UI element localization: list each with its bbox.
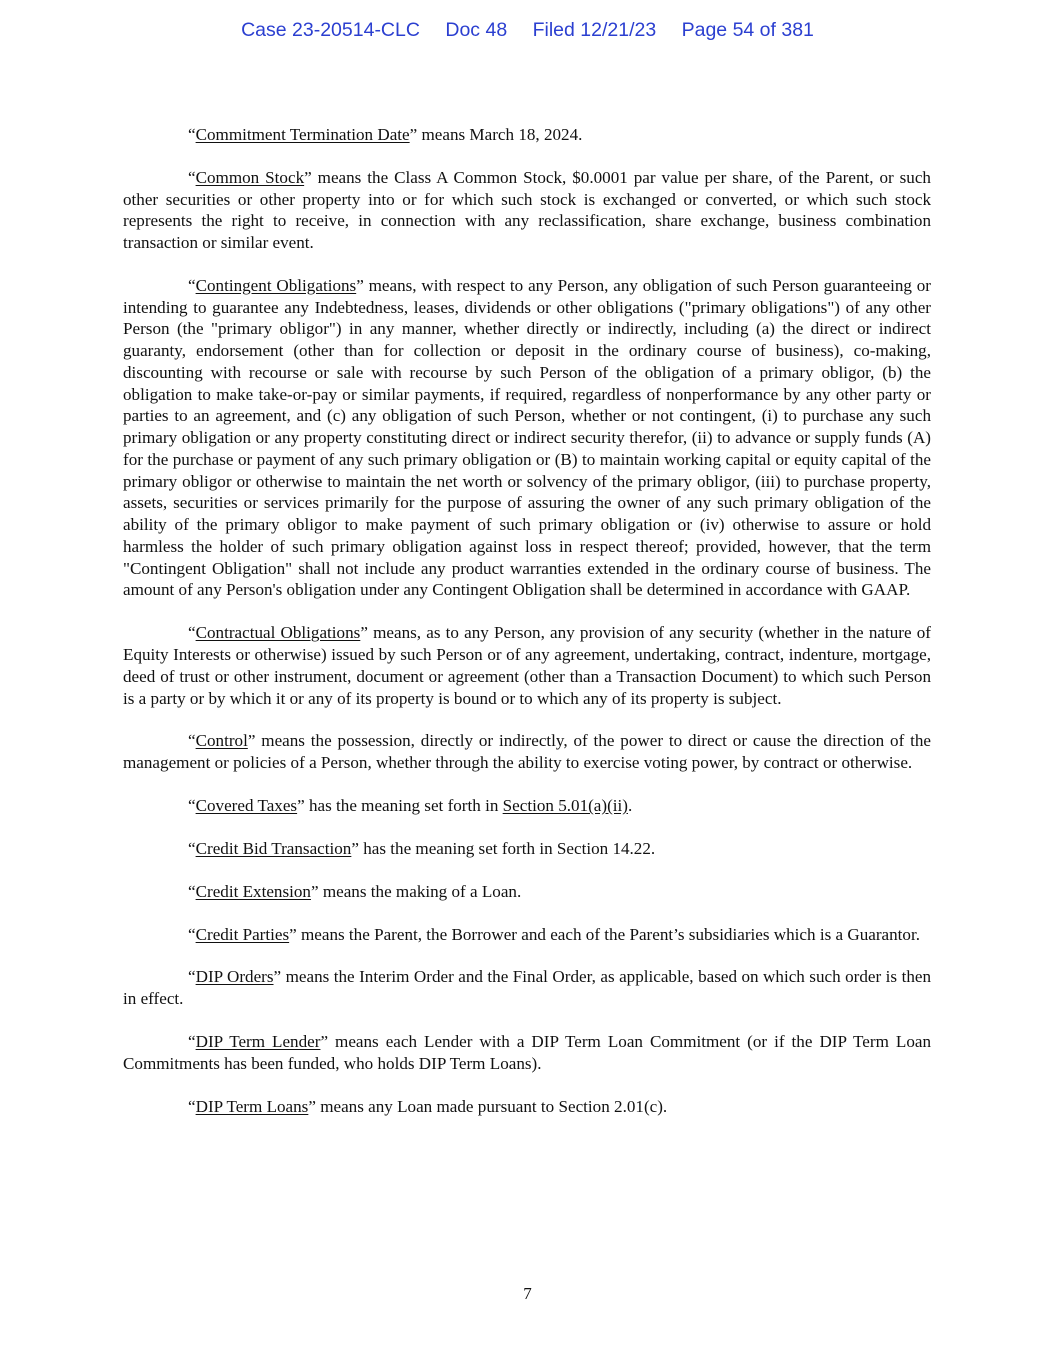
definition-text: means March 18, 2024. xyxy=(417,125,583,144)
filed-date: Filed 12/21/23 xyxy=(532,19,657,41)
defined-term: Credit Bid Transaction xyxy=(195,838,352,858)
definition-tail: . xyxy=(627,795,633,815)
page-number: 7 xyxy=(523,1284,532,1303)
definition-paragraph: “Credit Extension” means the making of a Loan. xyxy=(188,881,522,901)
defined-term: DIP Term Loans xyxy=(195,1096,309,1116)
definition-paragraph: “Credit Bid Transaction” has the meaning set forth in Section 14.22. xyxy=(188,838,656,858)
definition-text: means the Parent, the Borrower and each of the Parent’s subsidiaries which is a Guarantor. xyxy=(296,924,920,944)
definition-paragraph: “Covered Taxes” has the meaning set forth in Section 5.01(a)(ii). xyxy=(188,795,633,815)
defined-term: Credit Parties xyxy=(195,924,290,944)
definition-text: means the Class A Common Stock, $0.0001 par value per share, of the Parent, or such other securities or other property into or for which such stock is exchanged or converted, or which such stock represents the right to receive, in connection with any reclassification, share exchange, business combination transaction or similar event. xyxy=(123,167,931,253)
definition-paragraph: “Credit Parties” means the Parent, the Borrower and each of the Parent’s subsidiaries which is a Guarantor. xyxy=(188,924,920,944)
definition-text: means, as to any Person, any provision of any security (whether in the nature of Equity Interests or otherwise) issued by such Person or of any agreement, undertaking, contract, indenture, mortgage, deed of trust or other instrument, document or agreement (other than a Transaction Document) to which such Person is a party or by which it or any of its property is bound or to which any of its property is subject. xyxy=(123,623,931,708)
filing-header xyxy=(0,19,1055,42)
section-reference: Section 5.01(a)(ii) xyxy=(502,795,628,815)
defined-term: Credit Extension xyxy=(195,881,311,901)
definition-text: has the meaning set forth in Section 14.22. xyxy=(358,838,656,858)
definition-paragraph: “Common Stock” means the Class A Common Stock, $0.0001 par value per share, of the Parent, or such other securities or other property into or for which such stock is exchanged or converted, or which such stock represents the right to receive, in connection with any reclassification, share exchange, business combination transaction or similar event. xyxy=(123,167,931,253)
defined-term: Commitment Termination Date xyxy=(195,125,410,144)
doc-number: Doc 48 xyxy=(445,19,508,41)
definition-paragraph: “Commitment Termination Date” means March 18, 2024. xyxy=(188,125,583,144)
definitions-section xyxy=(123,124,931,1138)
definition-paragraph: “Contractual Obligations” means, as to any Person, any provision of any security (whether in the nature of Equity Interests or otherwise) issued by such Person or of any agreement, undertaking, contract, indenture, mortgage, deed of trust or other instrument, document or agreement (other than a Transaction Document) to which such Person is a party or by which it or any of its property is bound or to which any of its property is subject. xyxy=(123,623,931,708)
definition-text: has the meaning set forth in xyxy=(304,795,503,815)
definition-paragraph: “DIP Term Loans” means any Loan made pursuant to Section 2.01(c). xyxy=(188,1096,668,1116)
case-number: Case 23-20514-CLC xyxy=(241,19,420,41)
definition-text: means the possession, directly or indirectly, of the power to direct or cause the direction of the management or policies of a Person, whether through the ability to exercise voting power, by contract or otherwise. xyxy=(123,731,931,773)
defined-term: Contingent Obligations xyxy=(195,275,357,295)
definition-text: means each Lender with a DIP Term Loan Commitment (or if the DIP Term Loan Commitments has been funded, who holds DIP Term Loans). xyxy=(123,1031,932,1073)
definition-paragraph: “DIP Term Lender” means each Lender with a DIP Term Loan Commitment (or if the DIP Term Loan Commitments has been funded, who holds DIP Term Loans). xyxy=(123,1031,932,1073)
definition-text: means any Loan made pursuant to Section 2.01(c). xyxy=(315,1096,668,1116)
defined-term: Covered Taxes xyxy=(195,795,298,815)
definition-text: means, with respect to any Person, any obligation of such Person guaranteeing or intending to guarantee any Indebtedness, leases, dividends or other obligations ("primary obligations") of any other Person (the "primary obligor") in any manner, whether directly or indirectly, including (a) the direct or indirect guaranty, endorsement (other than for collection or deposit in the ordinary course of business), co-making, discounting with recourse or sale with recourse by such Person of the obligation of a primary obligor, (b) the obligation to make take-or-pay or similar payments, if required, regardless of nonperformance by any other party or parties to an agreement, and (c) any obligation of such Person, whether or not contingent, (i) to purchase any such primary obligation or any property constituting direct or indirect security therefor, (ii) to advance or supply funds (A) for the purchase or payment of any such primary obligation or (B) to maintain working capital or equity capital of the primary obligor or otherwise to maintain the net worth or solvency of the primary obligor, (iii) to purchase property, assets, securities or services primarily for the purpose of assuring the owner of any such primary obligation of the ability of the primary obligor to make payment of such primary obligation or (iv) otherwise to assure or hold harmless the holder of such primary obligation against loss in respect thereof; provided, however, that the term "Contingent Obligation" shall not include any product warranties extended in the ordinary course of business. The amount of any Person's obligation under any Contingent Obligation shall be determined in accordance with GAAP. xyxy=(123,275,931,600)
defined-term: DIP Term Lender xyxy=(195,1031,321,1051)
definition-paragraph: “Contingent Obligations” means, with respect to any Person, any obligation of such Person guaranteeing or intending to guarantee any Indebtedness, leases, dividends or other obligations ("primary obligations") of any other Person (the "primary obligor") in any manner, whether directly or indirectly, including (a) the direct or indirect guaranty, endorsement (other than for collection or deposit in the ordinary course of business), co-making, discounting with recourse or sale with recourse by such Person of the obligation of a primary obligor, (b) the obligation to make take-or-pay or similar payments, if required, regardless of nonperformance by any other party or parties to an agreement, and (c) any obligation of such Person, whether or not contingent, (i) to purchase any such primary obligation or any property constituting direct or indirect security therefor, (ii) to advance or supply funds (A) for the purchase or payment of any such primary obligation or (B) to maintain working capital or equity capital of the primary obligor or otherwise to maintain the net worth or solvency of the primary obligor, (iii) to purchase property, assets, securities or services primarily for the purpose of assuring the owner of any such primary obligation of the ability of the primary obligor to make payment of such primary obligation or (iv) otherwise to assure or hold harmless the holder of such primary obligation against loss in respect thereof; provided, however, that the term "Contingent Obligation" shall not include any product warranties extended in the ordinary course of business. The amount of any Person's obligation under any Contingent Obligation shall be determined in accordance with GAAP. xyxy=(123,275,931,600)
defined-term: Contractual Obligations xyxy=(195,623,361,643)
page-count: Page 54 of 381 xyxy=(681,19,814,41)
definition-text: means the making of a Loan. xyxy=(318,881,522,901)
defined-term: Control xyxy=(195,731,248,751)
definition-paragraph: “Control” means the possession, directly or indirectly, of the power to direct or cause the direction of the management or policies of a Person, whether through the ability to exercise voting power, by contract or otherwise. xyxy=(123,731,931,773)
definition-paragraph: “DIP Orders” means the Interim Order and the Final Order, as applicable, based on which such order is then in effect. xyxy=(123,967,931,1009)
defined-term: Common Stock xyxy=(195,167,305,187)
defined-term: DIP Orders xyxy=(195,967,274,987)
definition-text: means the Interim Order and the Final Order, as applicable, based on which such order is then in effect. xyxy=(123,967,931,1009)
